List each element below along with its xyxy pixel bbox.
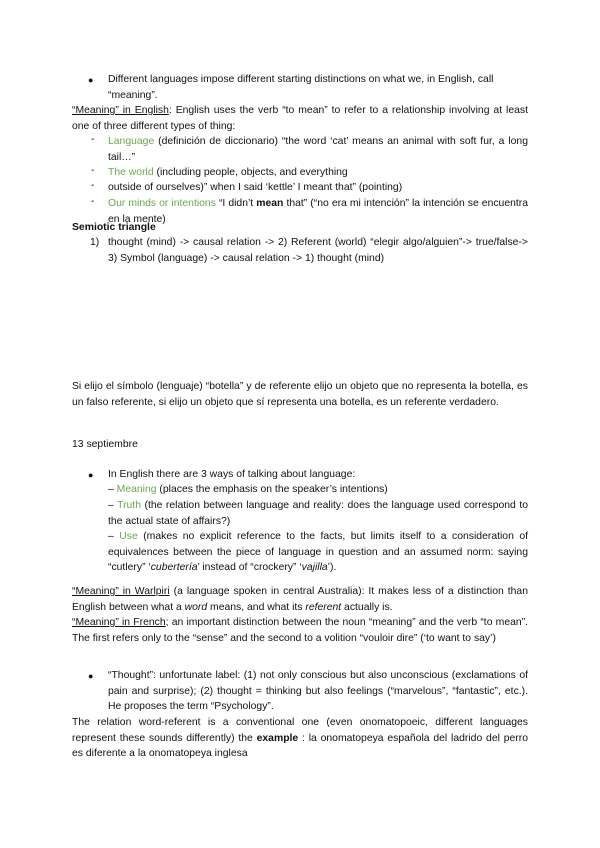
list-number: 1) <box>90 237 100 248</box>
meaning-english-paragraph <box>72 103 528 134</box>
meaning-english-text: : English uses the verb “to mean” to refer to a relationship involving at least one of three different types of thing: <box>72 105 529 132</box>
bullet-three-ways: In English there are 3 ways of talking about language: <box>108 469 356 480</box>
list-marker: - <box>91 134 95 145</box>
bullet-different-languages: Different languages impose different starting distinctions on what we, in English, call “meaning”. <box>108 74 494 101</box>
green-term: Our minds or intentions <box>108 198 216 209</box>
french-paragraph: “Meaning” in French; an important distinction between the noun “meaning” and the verb “to mean”. The first refers only to the “sense” and the second to a volition “vouloir dire” (‘to want to say’) <box>72 617 529 644</box>
list-item-language: Language (definición de diccionario) “the word ‘cat’ means an animal with soft fur, a long tail…” <box>108 136 528 163</box>
list-item-world: The world (including people, objects, and everything <box>108 167 348 178</box>
green-term: The world <box>108 167 154 178</box>
green-term: Truth <box>117 500 141 511</box>
bullet-dot: ● <box>88 75 94 85</box>
list-marker: - <box>91 180 95 191</box>
way-truth: – Truth (the relation between language and reality: does the language used correspond to the actual state of affairs?) <box>108 500 528 527</box>
bullet-dot: ● <box>88 671 94 681</box>
list-item-minds: Our minds or intentions “I didn’t mean that” (“no era mi intención” la intención se encuentra en la mente) <box>108 198 529 225</box>
warlpiri-label: “Meaning” in Warlpiri <box>72 586 170 597</box>
list-marker: - <box>91 196 95 207</box>
spanish-paragraph: Si elijo el símbolo (lenguaje) “botella” y de referente elijo un objeto que no representa la botella, es un falso referente, si elijo un objeto que sí representa una botella, es un referente verdadero. <box>72 381 528 408</box>
meaning-english-label: “Meaning” in English <box>72 105 169 116</box>
green-term: Use <box>119 531 138 542</box>
bullet-dot: ● <box>88 470 94 480</box>
green-term: Language <box>108 136 155 147</box>
semiotic-text: thought (mind) -> causal relation -> 2) Referent (world) “elegir algo/alguien”-> true/false-> 3) Symbol (language) -> causal relation -> 1) thought (mind) <box>108 237 528 264</box>
green-term: Meaning <box>116 484 157 495</box>
list-item-outside: outside of ourselves)” when I said ‘kettle’ I meant that” (pointing) <box>108 182 403 193</box>
bullet-thought: “Thought”: unfortunate label: (1) not only conscious but also unconscious (exclamations of pain and surprise); (2) thought = thinking but also feelings (“marvelous”, “fantastic”, etc.). He proposes the term “Psychology”. <box>108 670 528 713</box>
list-marker: - <box>91 165 95 176</box>
date-heading: 13 septiembre <box>72 439 138 450</box>
french-label: “Meaning” in French <box>72 617 166 628</box>
warlpiri-paragraph: “Meaning” in Warlpiri (a language spoken in central Australia): It makes less of a distinction than English between what a word means, and what its referent actually is. <box>72 586 528 613</box>
semiotic-heading: Semiotic triangle <box>72 222 156 233</box>
way-use: – Use (makes no explicit reference to the facts, but limits itself to a consideration of equivalences between the piece of language in question and an assumed norm: saying “cutlery” ‘cubertería’ instead of “crockery” ‘vajilla’). <box>108 531 528 574</box>
relation-paragraph: The relation word-referent is a conventional one (even onomatopoeic, different languages represent these sounds differently) the example : la onomatopeya española del ladrido del perro es diferente a la onomatopeya inglesa <box>72 717 528 760</box>
way-meaning: – Meaning (places the emphasis on the speaker’s intentions) <box>108 484 388 495</box>
